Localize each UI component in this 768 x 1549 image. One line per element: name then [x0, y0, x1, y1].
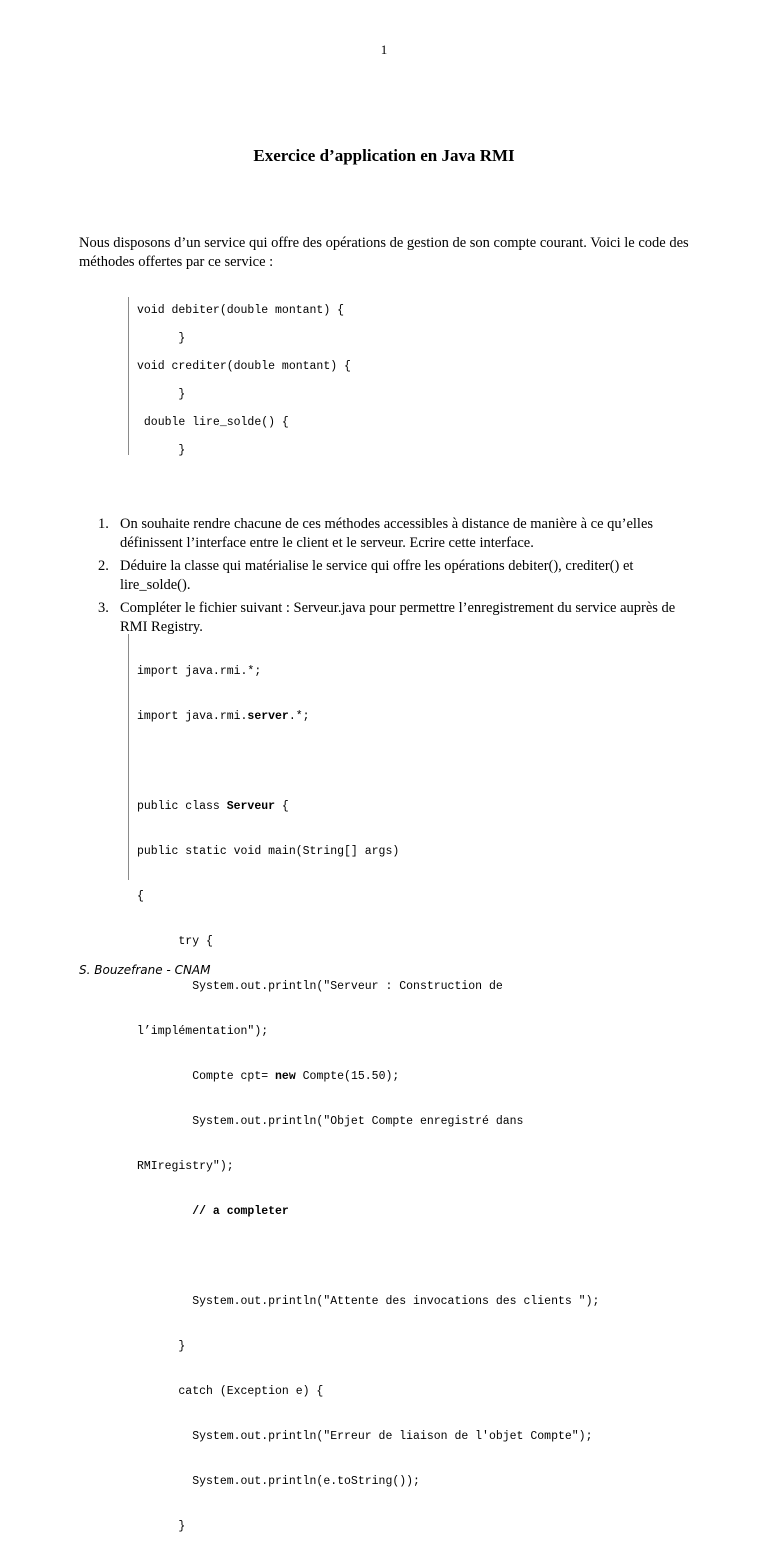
code-line: }	[137, 1340, 186, 1353]
page-number: 1	[380, 42, 388, 57]
document-title: Exercice d’application en Java RMI	[253, 146, 515, 165]
question-text: Compléter le fichier suivant : Serveur.java pour permettre l’enregistrement du service auprès de RMI Registry.	[120, 600, 676, 635]
code-line: double lire_solde() {	[137, 416, 289, 429]
code-line: void crediter(double montant) {	[137, 360, 351, 373]
code-line: try {	[137, 935, 213, 948]
question-number: 2.	[98, 558, 109, 574]
code-line: System.out.println("Serveur : Construction de	[137, 980, 503, 993]
code-line: import java.rmi.*;	[137, 665, 262, 678]
footer-author: S. Bouzefrane - CNAM	[79, 963, 211, 977]
code-line: System.out.println("Objet Compte enregistré dans	[137, 1115, 524, 1128]
intro-paragraph: Nous disposons d’un service qui offre des opérations de gestion de son compte courant. Voici le code des méthodes offertes par ce service :	[79, 235, 689, 270]
code-line: }	[137, 332, 186, 345]
code-line: l’implémentation");	[137, 1025, 269, 1038]
code-line: import java.rmi.server.*;	[137, 710, 310, 723]
code-line: RMIregistry");	[137, 1160, 234, 1173]
code-line: }	[137, 444, 186, 457]
question-3	[98, 599, 700, 637]
code-block-methods	[128, 297, 351, 457]
code-line: System.out.println("Attente des invocations des clients ");	[137, 1295, 600, 1308]
code-line: Compte cpt= new Compte(15.50);	[137, 1070, 400, 1083]
code-line: }	[137, 388, 186, 401]
code-line: void debiter(double montant) {	[137, 304, 345, 317]
code-line: public class Serveur {	[137, 800, 289, 813]
code-line: catch (Exception e) {	[137, 1385, 324, 1398]
code-line: public static void main(String[] args)	[137, 845, 400, 858]
question-2	[98, 557, 700, 595]
question-1	[98, 515, 700, 553]
code-line: System.out.println("Erreur de liaison de l'objet Compte");	[137, 1430, 593, 1443]
question-number: 1.	[98, 516, 109, 532]
code-line: }	[137, 1520, 186, 1533]
code-line: {	[137, 890, 144, 903]
question-text: On souhaite rendre chacune de ces méthodes accessibles à distance de manière à ce qu’elles définissent l’interface entre le client et le serveur. Ecrire cette interface.	[120, 516, 654, 551]
code-comment: // a completer	[137, 1205, 289, 1218]
code-line: System.out.println(e.toString());	[137, 1475, 420, 1488]
question-number: 3.	[98, 600, 109, 616]
question-text: Déduire la classe qui matérialise le service qui offre les opérations debiter(), crediter() et lire_solde().	[120, 558, 634, 593]
